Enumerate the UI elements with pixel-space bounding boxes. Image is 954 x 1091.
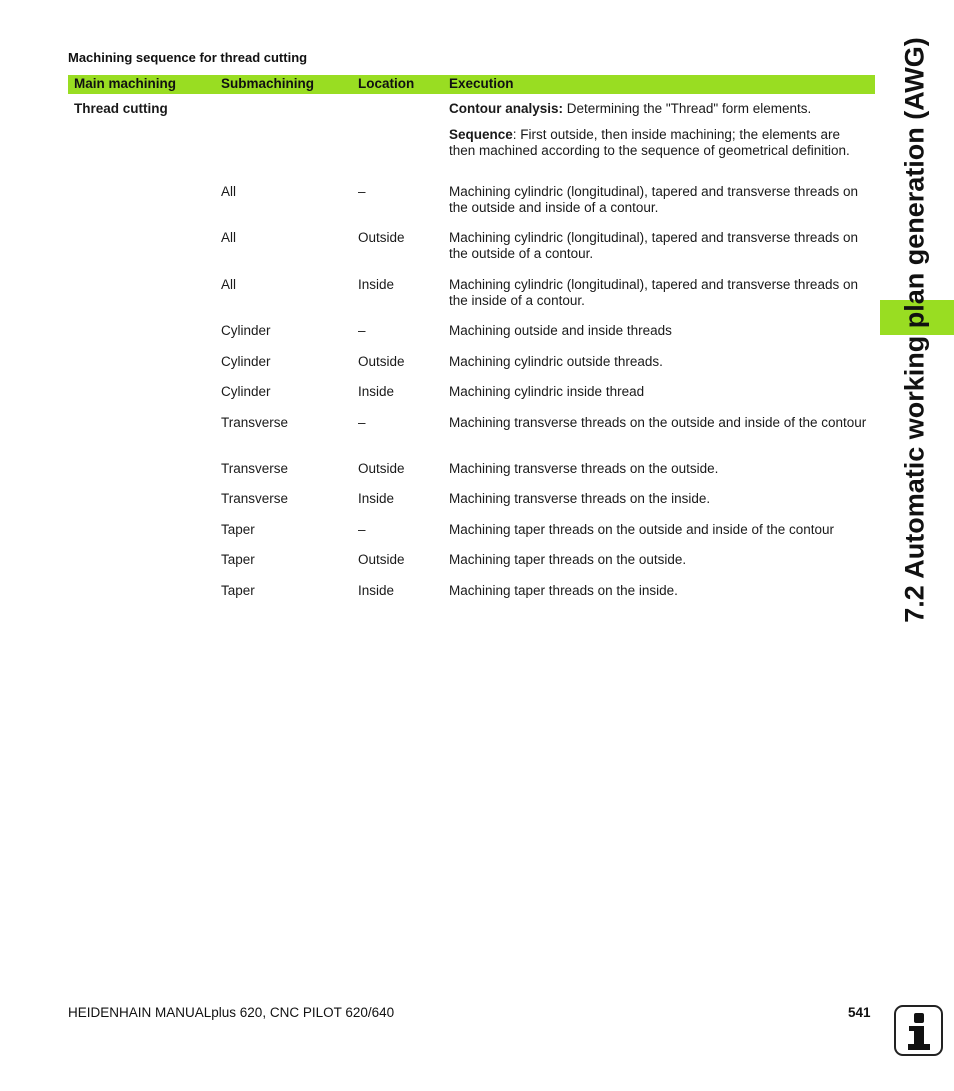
- header-main-machining: Main machining: [74, 76, 177, 91]
- bold-term: Contour analysis:: [449, 101, 564, 116]
- table-row: [68, 94, 875, 120]
- location-cell: Inside: [358, 491, 395, 506]
- execution-cell: Machining transverse threads on the inside.: [449, 491, 711, 506]
- execution-cell: Machining cylindric (longitudinal), tapered and transverse threads on the outside and inside of a contour.: [449, 184, 858, 215]
- location-cell: Inside: [358, 277, 395, 292]
- submachining-cell: Taper: [221, 522, 255, 537]
- execution-cell: Machining cylindric inside thread: [449, 384, 645, 399]
- execution-cell: [449, 101, 869, 117]
- table-row: [68, 457, 875, 487]
- submachining-cell: Transverse: [221, 491, 289, 506]
- execution-cell: Machining transverse threads on the outside.: [449, 461, 719, 476]
- submachining-cell: All: [221, 277, 237, 292]
- execution-cell: Machining taper threads on the outside.: [449, 552, 687, 567]
- submachining-cell: Transverse: [221, 415, 289, 430]
- execution-text: : First outside, then inside machining; the elements are then machined according to the sequence of geometrical definition.: [449, 127, 850, 158]
- table-row: [68, 380, 875, 411]
- execution-cell: Machining transverse threads on the outside and inside of the contour: [449, 415, 867, 430]
- submachining-cell: Cylinder: [221, 354, 271, 369]
- location-cell: Outside: [358, 354, 405, 369]
- table-row: [68, 350, 875, 380]
- table-row: [68, 487, 875, 518]
- execution-cell: Machining outside and inside threads: [449, 323, 672, 338]
- execution-cell: Machining cylindric outside threads.: [449, 354, 663, 369]
- bold-term: Sequence: [449, 127, 513, 142]
- section-title: Machining sequence for thread cutting: [68, 50, 308, 65]
- page-number: 541: [848, 1005, 871, 1020]
- main-machining-cell: Thread cutting: [74, 101, 168, 116]
- execution-cell: Machining cylindric (longitudinal), tapered and transverse threads on the outside of a contour.: [449, 230, 858, 261]
- header-execution: Execution: [449, 76, 514, 91]
- table-row: [68, 273, 875, 319]
- table-header: [68, 75, 875, 94]
- location-cell: Outside: [358, 230, 405, 245]
- table-row: [68, 120, 875, 180]
- location-cell: –: [358, 323, 366, 338]
- submachining-cell: Cylinder: [221, 323, 271, 338]
- location-cell: –: [358, 415, 366, 430]
- thread-cutting-table: [68, 75, 875, 609]
- table-row: [68, 411, 875, 457]
- execution-cell: Machining cylindric (longitudinal), tapered and transverse threads on the inside of a contour.: [449, 277, 858, 308]
- info-icon: [894, 1005, 943, 1056]
- location-cell: Outside: [358, 552, 405, 567]
- table-row: [68, 319, 875, 350]
- submachining-cell: All: [221, 230, 237, 245]
- chapter-side-title: 7.2 Automatic working plan generation (AWG): [899, 37, 930, 623]
- location-cell: –: [358, 184, 366, 199]
- submachining-cell: Transverse: [221, 461, 289, 476]
- submachining-cell: Taper: [221, 552, 255, 567]
- execution-cell: Machining taper threads on the inside.: [449, 583, 678, 598]
- table-row: [68, 548, 875, 579]
- table-row: [68, 579, 875, 609]
- location-cell: Inside: [358, 384, 395, 399]
- location-cell: –: [358, 522, 366, 537]
- table-row: [68, 518, 875, 548]
- header-location: Location: [358, 76, 415, 91]
- submachining-cell: Taper: [221, 583, 255, 598]
- header-submachining: Submachining: [221, 76, 315, 91]
- location-cell: Inside: [358, 583, 395, 598]
- execution-text: Determining the "Thread" form elements.: [563, 101, 812, 116]
- footer-text: HEIDENHAIN MANUALplus 620, CNC PILOT 620/640: [68, 1005, 395, 1020]
- location-cell: Outside: [358, 461, 405, 476]
- submachining-cell: All: [221, 184, 237, 199]
- table-row: [68, 226, 875, 273]
- execution-cell: Machining taper threads on the outside and inside of the contour: [449, 522, 835, 537]
- table-row: [68, 180, 875, 226]
- submachining-cell: Cylinder: [221, 384, 271, 399]
- execution-cell: [449, 127, 869, 159]
